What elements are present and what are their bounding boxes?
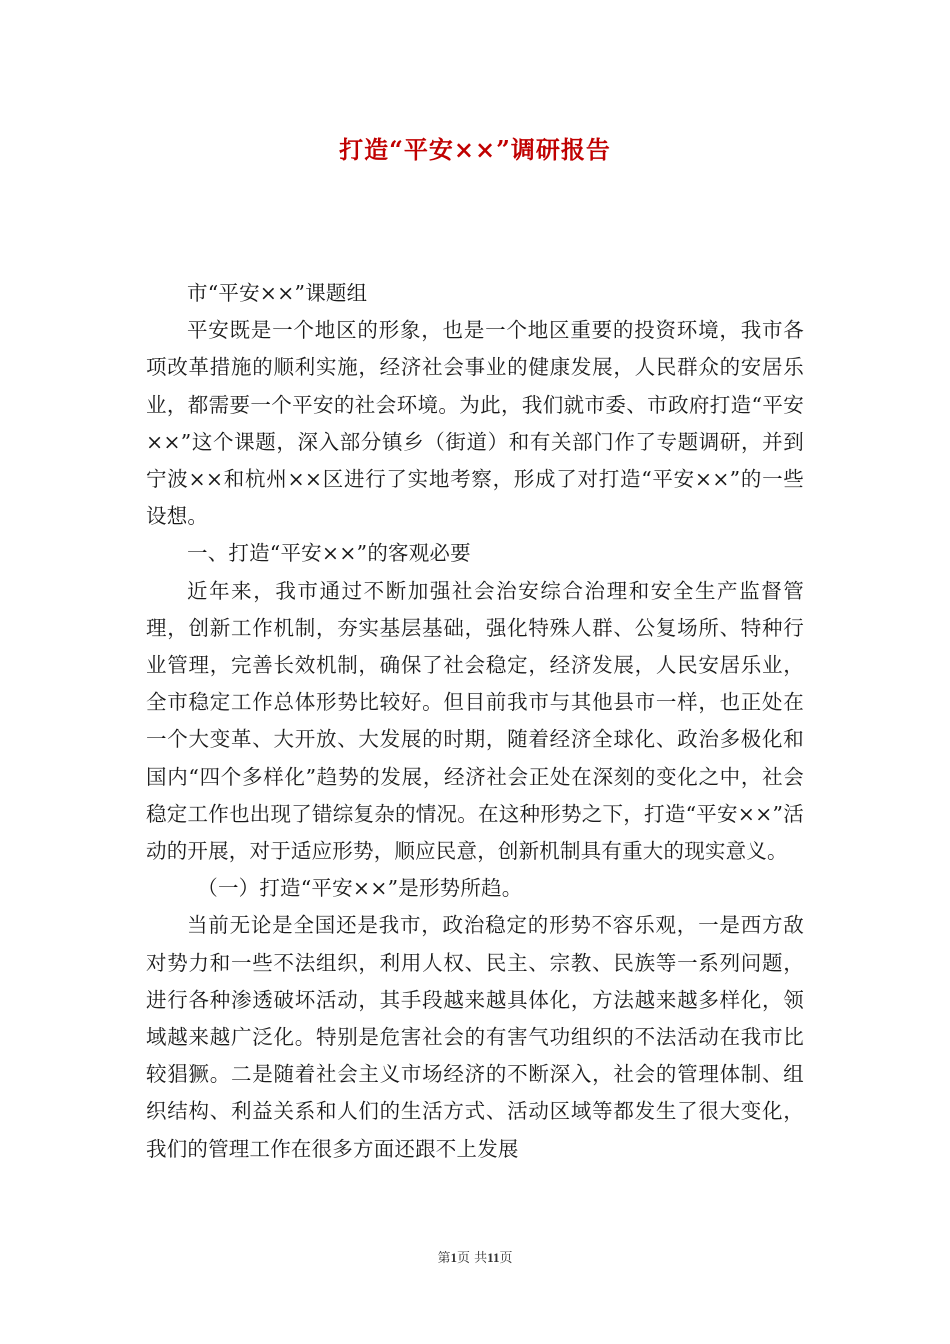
footer-middle: 页 共 <box>457 1251 488 1266</box>
subsection-heading-1: （一）打造“平安××”是形势所趋。 <box>197 876 523 901</box>
footer-suffix: 页 <box>499 1251 513 1266</box>
footer-total-pages: 11 <box>487 1250 500 1265</box>
intro-paragraph: 平安既是一个地区的形象，也是一个地区重要的投资环境，我市各项改革措施的顺利实施，经济社会事业的健康发展，人民群众的安居乐业，都需要一个平安的社会环境。为此，我们就市委、市政府打造“平安××”这个课题，深入部分镇乡（街道）和有关部门作了专题调研，并到宁波××和杭州××区进行了实地考察，形成了对打造“平安××”的一些设想。 <box>146 318 804 529</box>
page-footer <box>0 1249 950 1268</box>
author-line: 市“平安××”课题组 <box>187 281 368 305</box>
section-heading-1: 一、打造“平安××”的客观必要 <box>187 541 471 566</box>
body-paragraph: 近年来，我市通过不断加强社会治安综合治理和安全生产监督管理，创新工作机制，夯实基层基础，强化特殊人群、公复场所、特种行业管理，完善长效机制，确保了社会稳定，经济发展，人民安居乐业，全市稳定工作总体形势比较好。但目前我市与其他县市一样，也正处在一个大变革、大开放、大发展的时期，随着经济全球化、政治多极化和国内“四个多样化”趋势的发展，经济社会正处在深刻的变化之中，社会稳定工作也出现了错综复杂的情况。在这种形势之下，打造“平安××”活动的开展，对于适应形势，顺应民意，创新机制具有重大的现实意义。 <box>146 578 804 864</box>
footer-current-page: 1 <box>450 1250 458 1265</box>
body-paragraph: 当前无论是全国还是我市，政治稳定的形势不容乐观，一是西方敌对势力和一些不法组织，利用人权、民主、宗教、民族等一系列问题，进行各种渗透破坏活动，其手段越来越具体化，方法越来越多样化，领域越来越广泛化。特别是危害社会的有害气功组织的不法活动在我市比较猖獗。二是随着社会主义市场经济的不断深入，社会的管理体制、组织结构、利益关系和人们的生活方式、活动区域等都发生了很大变化，我们的管理工作在很多方面还跟不上发展 <box>146 913 804 1161</box>
document-title: 打造“平安××”调研报告 <box>339 135 611 164</box>
footer-prefix: 第 <box>437 1251 451 1266</box>
document-body <box>146 275 804 1168</box>
